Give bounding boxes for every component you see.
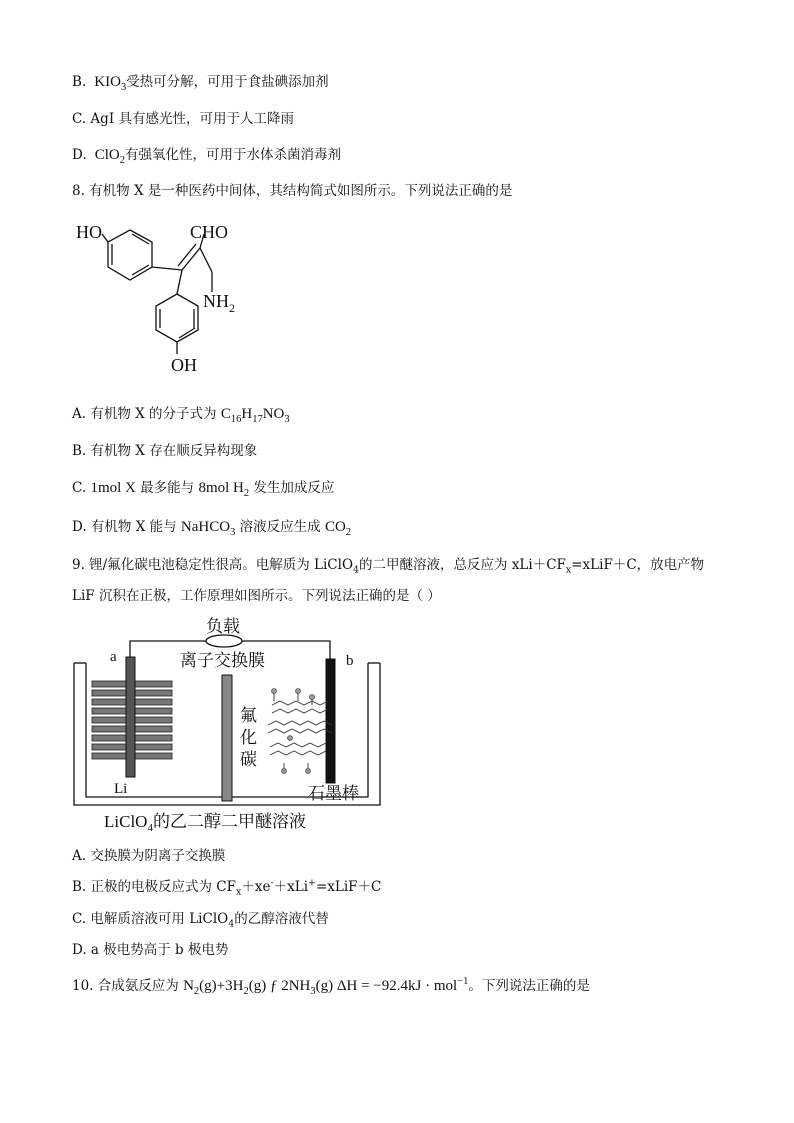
ion-exchange-membrane — [222, 675, 232, 801]
option-9a: A. 交换膜为阴离子交换膜 — [72, 848, 226, 864]
option-7c: C. AgI 具有感光性，可用于人工降雨 — [72, 111, 294, 127]
double-bond — [182, 248, 200, 270]
label-graphite: 石墨棒 — [308, 784, 359, 803]
label-oh: OH — [171, 355, 197, 375]
label-li: Li — [114, 781, 128, 797]
battery-diagram — [72, 613, 382, 835]
label-nh2: $NH_2$ — [203, 291, 235, 315]
label-a: a — [110, 649, 117, 665]
option-7b: B. $KIO_3$受热可分解，可用于食盐碘添加剂 — [72, 74, 329, 93]
label-ho: HO — [76, 222, 102, 242]
benzene-ring-top — [108, 230, 152, 280]
option-8d: D. 有机物 X 能与 NaHCO$_3$ 溶液反应生成 $CO_2$ — [72, 519, 352, 538]
option-8c: C. 1mol X 最多能与 8mol $H_2$ 发生加成反应 — [72, 480, 335, 499]
question-9-stem-line2: LiF 沉积在正极，工作原理如图所示。下列说法正确的是（ ） — [72, 588, 441, 604]
carbon-fluoride-lattice — [268, 691, 332, 771]
question-8-stem: 8. 有机物 X 是一种医药中间体，其结构简式如图所示。下列说法正确的是 — [72, 183, 513, 199]
bond-ho-top — [102, 234, 108, 242]
formula-kio3: KIO — [94, 74, 121, 90]
label-fluoro-3: 碳 — [240, 750, 257, 769]
question-10-stem: 10. 合成氨反应为 $N_2(g)+3H_2(g)$ ƒ $2NH_3(g) \Delta H = -92.4kJ \cdot mol^{-1}$。下列说法正确的是 — [72, 976, 590, 997]
option-7d: D. ClO$_2$有强氧化性，可用于水体杀菌消毒剂 — [72, 147, 341, 166]
label-fluoro-2: 化 — [240, 728, 257, 747]
option-9b: B. 正极的电极反应式为 $CF_x+xe^-+xLi^+=xLiF+C$ — [72, 877, 382, 898]
label-membrane: 离子交换膜 — [180, 651, 265, 670]
load-resistor — [206, 635, 242, 647]
label-b: b — [346, 653, 354, 669]
option-9d: D. a 极电势高于 b 极电势 — [72, 942, 229, 958]
structure-diagram-x — [72, 212, 272, 382]
formula-clo2: ClO — [94, 147, 120, 163]
option-8a: A. 有机物 X 的分子式为 $C_{16}H_{17}NO_3$ — [72, 406, 290, 425]
benzene-ring-bottom — [156, 294, 198, 342]
label-fluoro-1: 氟 — [240, 706, 257, 725]
label-cho: CHO — [190, 222, 229, 242]
option-9c: C. 电解质溶液可用 LiClO$_4$的乙醇溶液代替 — [72, 911, 329, 930]
label-electrolyte: LiClO$_4$的乙二醇二甲醚溶液 — [104, 812, 306, 834]
option-8b: B. 有机物 X 存在顺反异构现象 — [72, 443, 258, 459]
graphite-rod — [326, 659, 335, 783]
question-9-stem-line1: 9. 锂/氟化碳电池稳定性很高。电解质为 LiClO$_4$的二甲醚溶液，总反应为 $xLi+CF_x=xLiF+C$，放电产物 — [72, 557, 705, 576]
label-load: 负载 — [206, 617, 240, 636]
